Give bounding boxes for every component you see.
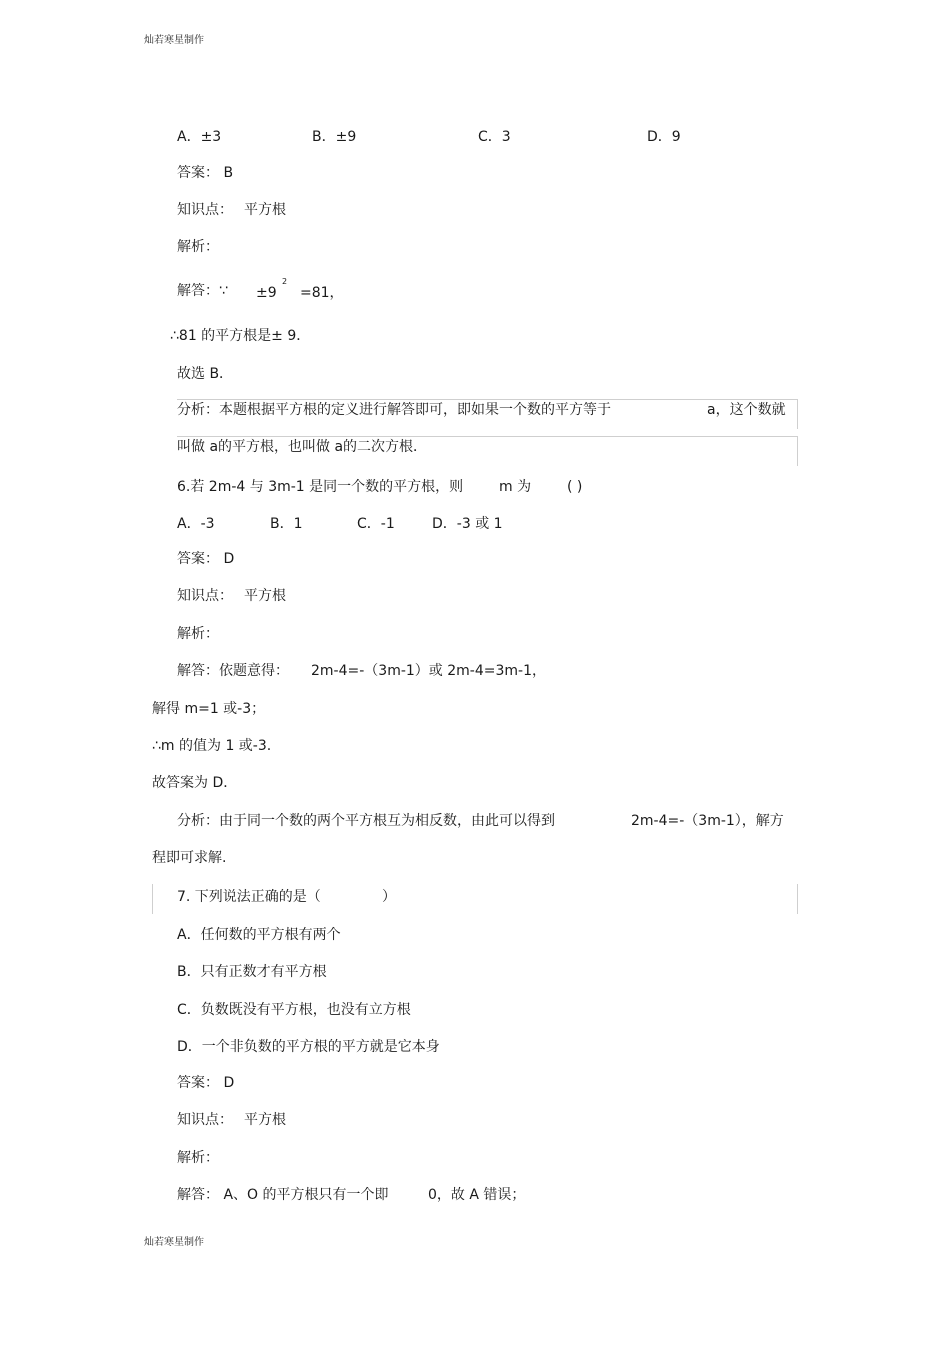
q7-answer: 答案： D <box>177 1075 235 1091</box>
q6-solution-prefix: 解答：依题意得： <box>177 663 289 679</box>
q6-option-b: B．1 <box>270 516 303 532</box>
q5-solution-tail: =81， <box>300 285 344 301</box>
q7-solution-tail: 0，故 A 错误； <box>428 1187 526 1203</box>
q6-question-paren: ( ) <box>567 479 583 495</box>
q7-knowledge-label: 知识点： <box>177 1112 233 1128</box>
q6-question-var: m 为 <box>499 479 532 495</box>
q6-note-line2: 程即可求解. <box>152 850 227 866</box>
q6-final: 故答案为 D． <box>152 775 238 791</box>
q5-note-line2: 叫做 a的平方根，也叫做 a的二次方根． <box>177 439 428 455</box>
q6-note-prefix: 分析：由于同一个数的两个平方根互为相反数，由此可以得到 <box>177 813 555 829</box>
q6-solve: 解得 m=1 或-3； <box>152 701 266 717</box>
q7-option-d: D．一个非负数的平方根的平方就是它本身 <box>177 1039 440 1055</box>
q6-answer: 答案： D <box>177 551 235 567</box>
q5-solution-base: ±9 <box>256 285 277 301</box>
q7-question-close: ） <box>382 889 396 905</box>
q6-solution-equation: 2m-4=-（3m-1）或 2m-4=3m-1， <box>311 663 546 679</box>
note-box-right-border-lower <box>797 436 798 466</box>
q6-analysis-label: 解析： <box>177 626 219 642</box>
q6-note-equation: 2m-4=-（3m-1），解方 <box>631 813 784 829</box>
q7-analysis-label: 解析： <box>177 1150 219 1166</box>
q7-right-border <box>797 884 798 914</box>
page-header: 灿若寒星制作 <box>144 35 204 46</box>
q5-answer: 答案： B <box>177 165 234 181</box>
q5-option-a: A．±3 <box>177 129 222 145</box>
q7-question: 7. 下列说法正确的是（ <box>177 889 321 905</box>
q5-choose: 故选 B． <box>177 366 234 382</box>
q7-left-border <box>152 884 153 914</box>
q5-option-b: B．±9 <box>312 129 357 145</box>
q5-knowledge-value: 平方根 <box>244 202 286 218</box>
q6-option-d: D．-3 或 1 <box>432 516 503 532</box>
q6-option-a: A．-3 <box>177 516 215 532</box>
q5-note-line1-end: a，这个数就 <box>707 402 786 418</box>
q5-option-d: D．9 <box>647 129 681 145</box>
note-box-middle-border <box>177 436 798 437</box>
q6-knowledge-value: 平方根 <box>244 588 286 604</box>
q5-conclusion: ∴81 的平方根是± 9． <box>170 328 311 344</box>
note-box-top-border <box>177 399 798 400</box>
q5-option-c: C．3 <box>478 129 511 145</box>
q5-analysis-label: 解析： <box>177 239 219 255</box>
q5-knowledge-label: 知识点： <box>177 202 233 218</box>
q7-solution-prefix: 解答： A、O 的平方根只有一个即 <box>177 1187 389 1203</box>
q7-option-a: A．任何数的平方根有两个 <box>177 927 341 943</box>
q6-conclusion: ∴m 的值为 1 或-3. <box>152 738 272 754</box>
q5-solution-prefix: 解答：∵ <box>177 283 228 299</box>
q5-solution-exponent: 2 <box>282 277 288 286</box>
q6-question: 6.若 2m-4 与 3m-1 是同一个数的平方根，则 <box>177 479 464 495</box>
q6-knowledge-label: 知识点： <box>177 588 233 604</box>
q5-note-line1: 分析：本题根据平方根的定义进行解答即可，即如果一个数的平方等于 <box>177 402 611 418</box>
page-footer: 灿若寒星制作 <box>144 1237 204 1248</box>
note-box-right-border <box>797 399 798 429</box>
q6-option-c: C．-1 <box>357 516 395 532</box>
q7-knowledge-value: 平方根 <box>244 1112 286 1128</box>
q7-option-c: C．负数既没有平方根，也没有立方根 <box>177 1002 411 1018</box>
q7-option-b: B．只有正数才有平方根 <box>177 964 327 980</box>
